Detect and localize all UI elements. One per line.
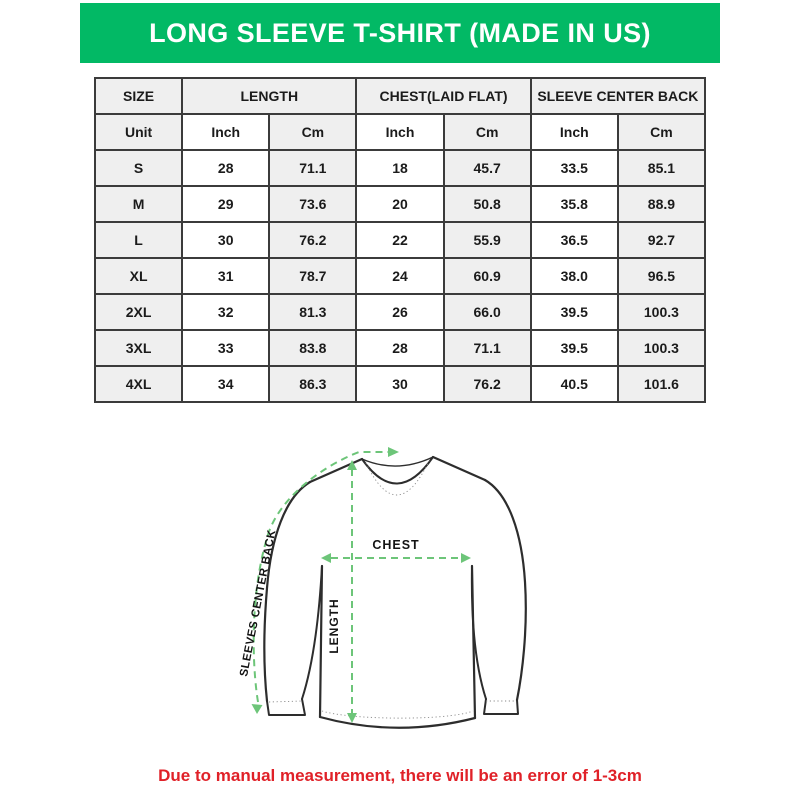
measurement-value-cell: 92.7: [618, 222, 705, 258]
group-header-row: [95, 78, 705, 114]
measurement-value-cell: 31: [182, 258, 269, 294]
measurement-value-cell: 20: [356, 186, 443, 222]
measurement-value-cell: 28: [182, 150, 269, 186]
size-label-cell: 3XL: [95, 330, 182, 366]
size-chart-table: [94, 77, 706, 403]
size-row: [95, 330, 705, 366]
measurement-value-cell: 86.3: [269, 366, 356, 402]
chest-measure-label: CHEST: [372, 538, 420, 552]
measurement-value-cell: 38.0: [531, 258, 618, 294]
size-label-cell: L: [95, 222, 182, 258]
measurement-value-cell: 78.7: [269, 258, 356, 294]
unit-header-cell: Unit: [95, 114, 182, 150]
measurement-note: Due to manual measurement, there will be an error of 1-3cm: [158, 766, 642, 785]
group-header-size: SIZE: [95, 78, 182, 114]
measurement-value-cell: 28: [356, 330, 443, 366]
measurement-value-cell: 55.9: [444, 222, 531, 258]
measurement-value-cell: 30: [356, 366, 443, 402]
page-title: LONG SLEEVE T-SHIRT (MADE IN US): [149, 17, 651, 48]
measurement-value-cell: 45.7: [444, 150, 531, 186]
chest-arrow: [321, 553, 471, 563]
measurement-value-cell: 96.5: [618, 258, 705, 294]
unit-header-row: [95, 114, 705, 150]
cm-header-cell: Cm: [269, 114, 356, 150]
size-label-cell: 4XL: [95, 366, 182, 402]
length-measure-label: LENGTH: [327, 598, 341, 654]
measurement-value-cell: 35.8: [531, 186, 618, 222]
shirt-measurement-diagram: [225, 430, 575, 740]
group-header-sleeve: SLEEVE CENTER BACK: [531, 78, 705, 114]
size-row: [95, 222, 705, 258]
size-row: [95, 366, 705, 402]
cm-header-cell: Cm: [618, 114, 705, 150]
size-label-cell: XL: [95, 258, 182, 294]
size-row: [95, 258, 705, 294]
measurement-value-cell: 26: [356, 294, 443, 330]
measurement-value-cell: 33.5: [531, 150, 618, 186]
size-label-cell: 2XL: [95, 294, 182, 330]
measurement-value-cell: 66.0: [444, 294, 531, 330]
measurement-value-cell: 85.1: [618, 150, 705, 186]
size-label-cell: M: [95, 186, 182, 222]
measurement-value-cell: 30: [182, 222, 269, 258]
measurement-value-cell: 101.6: [618, 366, 705, 402]
measurement-value-cell: 60.9: [444, 258, 531, 294]
measurement-value-cell: 32: [182, 294, 269, 330]
cm-header-cell: Cm: [444, 114, 531, 150]
measurement-value-cell: 39.5: [531, 294, 618, 330]
measurement-value-cell: 71.1: [269, 150, 356, 186]
size-row: [95, 186, 705, 222]
measurement-value-cell: 36.5: [531, 222, 618, 258]
size-label-cell: S: [95, 150, 182, 186]
measurement-value-cell: 33: [182, 330, 269, 366]
length-arrow: [347, 460, 357, 723]
measurement-value-cell: 39.5: [531, 330, 618, 366]
measurement-value-cell: 34: [182, 366, 269, 402]
measurement-value-cell: 76.2: [444, 366, 531, 402]
inch-header-cell: Inch: [356, 114, 443, 150]
measurement-value-cell: 29: [182, 186, 269, 222]
measurement-value-cell: 83.8: [269, 330, 356, 366]
size-row: [95, 294, 705, 330]
measurement-value-cell: 73.6: [269, 186, 356, 222]
measurement-value-cell: 100.3: [618, 330, 705, 366]
measurement-value-cell: 76.2: [269, 222, 356, 258]
measurement-value-cell: 18: [356, 150, 443, 186]
measurement-value-cell: 50.8: [444, 186, 531, 222]
size-row: [95, 150, 705, 186]
measurement-value-cell: 71.1: [444, 330, 531, 366]
group-header-chest: CHEST(LAID FLAT): [356, 78, 530, 114]
measurement-value-cell: 40.5: [531, 366, 618, 402]
inch-header-cell: Inch: [531, 114, 618, 150]
sleeve-center-back-arrow: [252, 447, 400, 714]
measurement-value-cell: 100.3: [618, 294, 705, 330]
tshirt-outline-graphic: [264, 457, 525, 728]
title-banner: [80, 3, 720, 63]
measurement-value-cell: 81.3: [269, 294, 356, 330]
sleeve-measure-label: SLEEVES CENTER BACK: [238, 528, 279, 678]
measurement-value-cell: 22: [356, 222, 443, 258]
measurement-value-cell: 24: [356, 258, 443, 294]
inch-header-cell: Inch: [182, 114, 269, 150]
group-header-length: LENGTH: [182, 78, 356, 114]
measurement-value-cell: 88.9: [618, 186, 705, 222]
